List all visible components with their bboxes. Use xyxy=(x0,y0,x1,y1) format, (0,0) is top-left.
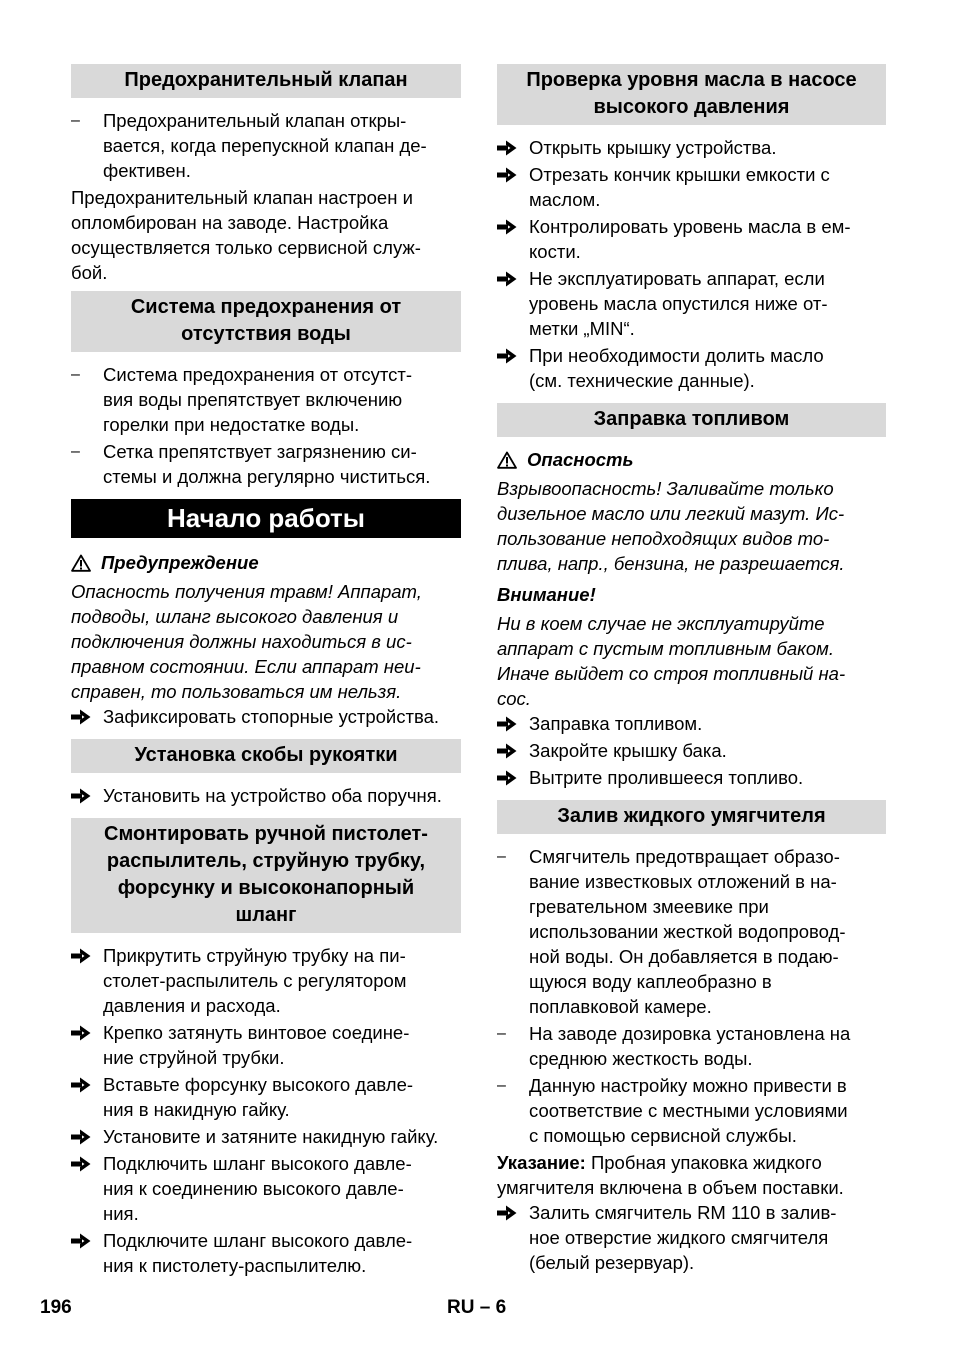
dash-marker: – xyxy=(71,443,80,460)
warning-triangle-icon xyxy=(497,451,517,469)
left-column xyxy=(71,64,461,1280)
page-number: 196 xyxy=(40,1297,72,1318)
arrow-icon xyxy=(71,1151,95,1172)
paragraph: Предохранительный клапан настроен и опломбирован на заводе. Настройка осуществляется только сервисной служ- бой. xyxy=(71,187,421,283)
action-item: Прикрутить струйную трубку на пи- столет-распылитель с регулятором давления и расхода. xyxy=(71,943,461,1018)
arrow-icon xyxy=(71,783,95,804)
dash-marker: – xyxy=(71,366,80,383)
action-item: Подключите шланг высокого давле- ния к пистолету-распылителю. xyxy=(71,1228,461,1278)
list-item: – Данную настройку можно привести в соответствие с местными условиями с помощью сервисной службы. xyxy=(497,1075,848,1146)
arrow-icon xyxy=(71,1072,95,1093)
action-item: Залить смягчитель RM 110 в залив- ное отверстие жидкого смягчителя (белый резервуар). xyxy=(497,1200,886,1275)
warning-text: Опасность получения травм! Аппарат, подводы, шланг высокого давления и подключения должны находиться в ис- правном состоянии. Если аппарат неи- справен, то пользоваться им нельзя. xyxy=(71,581,422,702)
action-item: Заправка топливом. xyxy=(497,711,886,736)
dash-marker: – xyxy=(497,1077,506,1094)
action-item: Вставьте форсунку высокого давле- ния в накидную гайку. xyxy=(71,1072,461,1122)
right-column xyxy=(497,64,886,1277)
action-item: Крепко затянуть винтовое соедине- ние струйной трубки. xyxy=(71,1020,461,1070)
attention-text: Ни в коем случае не эксплуатируйте аппарат с пустым топливным баком. Иначе выйдет со строя топливный на- сос. xyxy=(497,613,846,709)
action-item: Контролировать уровень масла в ем- кости. xyxy=(497,214,886,264)
action-item: Вытрите пролившееся топливо. xyxy=(497,765,886,790)
action-item: Установить на устройство оба поручня. xyxy=(71,783,461,808)
action-item: Отрезать кончик крышки емкости с маслом. xyxy=(497,162,886,212)
arrow-icon xyxy=(497,765,521,786)
dash-marker: – xyxy=(71,112,80,129)
attention-heading: Внимание! xyxy=(497,584,596,605)
warning-heading: Предупреждение xyxy=(71,550,461,575)
chapter-heading: Начало работы xyxy=(71,499,461,538)
section-heading-softener: Залив жидкого умягчителя xyxy=(497,800,886,834)
arrow-icon xyxy=(71,1020,95,1041)
arrow-icon xyxy=(497,266,521,287)
dash-marker: – xyxy=(497,848,506,865)
arrow-icon xyxy=(71,1124,95,1145)
danger-heading: Опасность xyxy=(497,447,886,472)
section-heading-water-protection: Система предохранения от отсутствия воды xyxy=(71,291,461,352)
action-item: При необходимости долить масло (см. технические данные). xyxy=(497,343,886,393)
arrow-icon xyxy=(71,704,95,725)
action-item: Не эксплуатировать аппарат, если уровень масла опустился ниже от- метки „MIN“. xyxy=(497,266,886,341)
arrow-icon xyxy=(497,1200,521,1221)
section-heading-handle-bracket: Установка скобы рукоятки xyxy=(71,739,461,773)
list-item: – Сетка препятствует загрязнению си- стемы и должна регулярно чиститься. xyxy=(71,441,431,487)
dash-marker: – xyxy=(497,1025,506,1042)
arrow-icon xyxy=(497,738,521,759)
action-item: Установите и затяните накидную гайку. xyxy=(71,1124,461,1149)
danger-text: Взрывоопасность! Заливайте только дизельное масло или легкий мазут. Ис- пользование неподходящих видов то- плива, напр., бензина, не разрешается. xyxy=(497,478,845,574)
action-item: Подключить шланг высокого давле- ния к соединению высокого давле- ния. xyxy=(71,1151,461,1226)
section-heading-oil-level: Проверка уровня масла в насосе высокого давления xyxy=(497,64,886,125)
language-page-label: RU – 6 xyxy=(447,1297,507,1318)
action-item: Закройте крышку бака. xyxy=(497,738,886,763)
arrow-icon xyxy=(497,135,521,156)
arrow-icon xyxy=(497,711,521,732)
note-paragraph: Указание: Пробная упаковка жидкого умягчителя включена в объем поставки. xyxy=(497,1152,844,1198)
list-item: – На заводе дозировка установлена на среднюю жесткость воды. xyxy=(497,1023,851,1069)
note-label: Указание: xyxy=(497,1152,586,1173)
arrow-icon xyxy=(71,1228,95,1249)
arrow-icon xyxy=(497,214,521,235)
list-item: – Предохранительный клапан откры- вается, когда перепускной клапан де- фективен. xyxy=(71,110,427,181)
list-item: – Смягчитель предотвращает образо- вание известковых отложений в на- гревательном змеевике при использовании жесткой водопровод- ной воды. Он добавляется в подаю- щуюся воду каплеобразно в поплавковой камере. xyxy=(497,846,846,1017)
list-item: – Система предохранения от отсутст- вия воды препятствует включению горелки при недостатке воды. xyxy=(71,364,413,435)
section-heading-refuel: Заправка топливом xyxy=(497,403,886,437)
action-item: Зафиксировать стопорные устройства. xyxy=(71,704,461,729)
section-heading-safety-valve: Предохранительный клапан xyxy=(71,64,461,98)
section-heading-mount-gun: Смонтировать ручной пистолет- распылитель, струйную трубку, форсунку и высоконапорный шланг xyxy=(71,818,461,933)
arrow-icon xyxy=(497,162,521,183)
arrow-icon xyxy=(497,343,521,364)
warning-triangle-icon xyxy=(71,554,91,572)
action-item: Открыть крышку устройства. xyxy=(497,135,886,160)
arrow-icon xyxy=(71,943,95,964)
